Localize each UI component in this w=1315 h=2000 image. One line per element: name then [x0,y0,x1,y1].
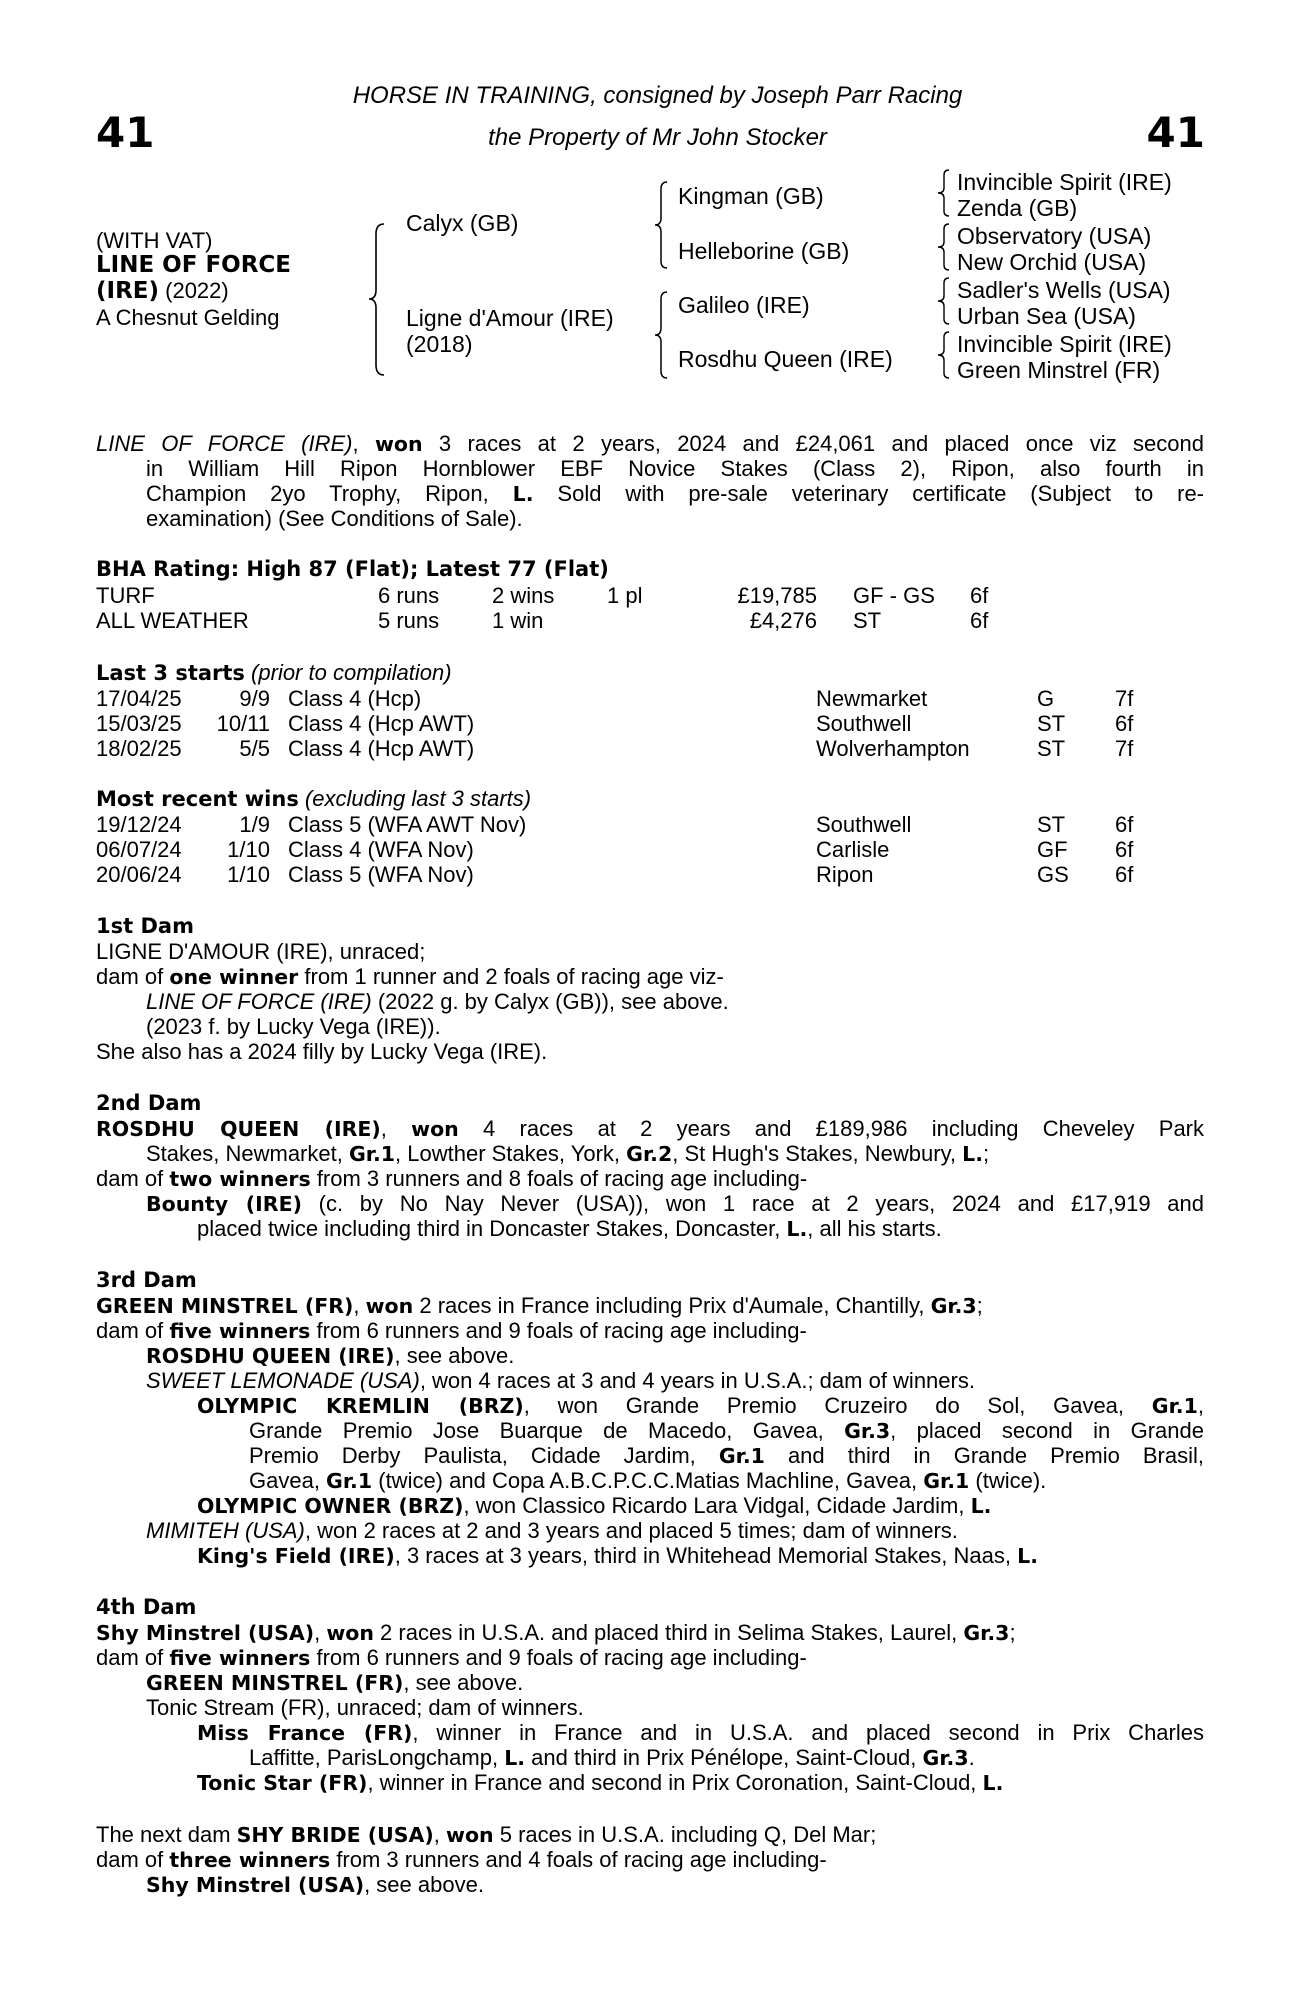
listed-badge: L. [786,1217,808,1241]
winners-bold: two winners [169,1167,311,1191]
listed-badge: L. [962,1142,984,1166]
dam4-line-3 [146,1670,523,1696]
property-header: the Property of Mr John Stocker [488,124,827,151]
race-course: Wolverhampton [816,736,970,761]
progeny-bold: Tonic Star (FR) [197,1771,368,1795]
dam-name-bold: SHY BRIDE (USA) [236,1823,434,1847]
horse-name-italic: LINE OF FORCE (IRE) [96,431,353,456]
won-bold: won [374,432,423,456]
next-dam-line-3 [146,1872,484,1898]
text: (twice). [969,1468,1047,1493]
pedigree-brace-g3-4 [935,330,953,380]
progeny-bold: OLYMPIC KREMLIN (BRZ) [197,1394,524,1418]
text: and third in Grande Premio Brasil, [764,1443,1204,1468]
text: dam of [96,964,170,989]
won-bold: won [446,1823,494,1847]
grade-badge: Gr.3 [844,1419,891,1443]
race-position: 1/9 [239,812,270,837]
text: , see above. [403,1670,524,1695]
grade-badge: Gr.3 [963,1621,1010,1645]
consignment-header: HORSE IN TRAINING, consigned by Joseph Parr Racing [352,82,963,109]
race-distance: 7f [1115,686,1134,711]
race-class: Class 4 (Hcp AWT) [288,736,475,761]
grade-badge: Gr.1 [923,1469,970,1493]
pedigree-brace-g3-3 [935,276,953,326]
dam2-line-2 [146,1141,989,1167]
summary-line-3 [146,481,1204,507]
text: , [314,1620,327,1645]
won-bold: won [326,1621,374,1645]
text: 4 races at 2 years and £189,986 including Cheveley Park [458,1116,1205,1141]
pedigree-gen3-5: Sadler's Wells (USA) [957,277,1171,303]
text: , 3 races at 3 years, third in Whitehead Memorial Stakes, Naas, [394,1543,1018,1568]
text: from 3 runners and 8 foals of racing age including- [310,1166,808,1191]
race-position: 1/10 [227,862,270,887]
grade-badge: Gr.1 [326,1469,373,1493]
dam1-line-4: (2023 f. by Lucky Vega (IRE)). [146,1014,441,1039]
text: , [353,1293,366,1318]
vat-label: (WITH VAT) [96,228,213,253]
race-date: 19/12/24 [96,812,182,837]
pedigree-brace-g3-1 [935,168,953,218]
race-date: 06/07/24 [96,837,182,862]
runs: 5 runs [378,608,440,633]
pedigree-gen2-1: Kingman (GB) [678,183,824,209]
text: , [352,431,375,456]
won-bold: won [411,1117,459,1141]
text: ; [976,1293,983,1318]
race-class: Class 4 (Hcp AWT) [288,711,475,736]
dam3-line-7 [249,1443,1204,1469]
listed-badge: L. [512,482,534,506]
progeny-bold: Shy Minstrel (USA) [146,1873,365,1897]
text: , see above. [364,1872,484,1897]
text: from 6 runners and 9 foals of racing age including- [310,1318,807,1343]
text: 2 races in U.S.A. and placed third in Selima Stakes, Laurel, [373,1620,964,1645]
progeny-bold: ROSDHU QUEEN (IRE) [146,1344,395,1368]
last3-title: Last 3 starts [96,661,245,685]
grade-badge: Gr.1 [718,1444,765,1468]
wins: 2 wins [492,583,555,608]
pedigree-brace-dam [652,290,672,380]
dam4-line-4: Tonic Stream (FR), unraced; dam of winners. [146,1695,584,1720]
horse-year: (2022) [159,278,229,303]
text: , Lowther Stakes, York, [395,1141,627,1166]
listed-badge: L. [982,1771,1004,1795]
race-going: GS [1037,862,1069,887]
text: , St Hugh's Stakes, Newbury, [672,1141,963,1166]
lot-number-right: 41 [1146,108,1205,157]
pedigree-sire: Calyx (GB) [406,210,519,236]
text: from 6 runners and 9 foals of racing age including- [310,1645,807,1670]
progeny-italic: SWEET LEMONADE (USA) [146,1368,420,1393]
pedigree-gen3-3: Observatory (USA) [957,223,1152,249]
race-course: Southwell [816,812,912,837]
grade-badge: Gr.1 [1151,1394,1198,1418]
grade-badge: Gr.3 [930,1294,977,1318]
pedigree-brace-g3-2 [935,222,953,272]
text: Laffitte, ParisLongchamp, [249,1745,505,1770]
going: GF - GS [853,583,935,608]
text: and third in Prix Pénélope, Saint-Cloud, [525,1745,923,1770]
pedigree-gen3-4: New Orchid (USA) [957,249,1147,275]
pedigree-brace-main [366,222,390,377]
race-class: Class 4 (Hcp) [288,686,422,711]
text: , winner in France and second in Prix Coronation, Saint-Cloud, [367,1770,983,1795]
race-course: Carlisle [816,837,890,862]
dam3-title: 3rd Dam [96,1268,197,1292]
progeny-bold: OLYMPIC OWNER (BRZ) [197,1494,464,1518]
race-date: 15/03/25 [96,711,182,736]
race-position: 10/11 [216,711,270,736]
dam4-line-1 [96,1620,1016,1646]
text: 5 races in U.S.A. including Q, Del Mar; [493,1822,877,1847]
listed-badge: L. [970,1494,992,1518]
winners-bold: five winners [169,1646,311,1670]
text: Grande Premio Jose Buarque de Macedo, Gavea, [249,1418,845,1443]
last3-heading [96,660,452,686]
dam3-line-1 [96,1293,983,1319]
dam4-title: 4th Dam [96,1595,197,1619]
summary-line-4: examination) (See Conditions of Sale). [146,506,523,531]
winners-bold: three winners [169,1848,331,1872]
text: Stakes, Newmarket, [146,1141,349,1166]
race-going: ST [1037,736,1066,761]
dam2-line-1 [96,1116,1204,1142]
pedigree-gen2-3: Galileo (IRE) [678,292,810,318]
grade-badge: Gr.1 [348,1142,396,1166]
race-position: 1/10 [227,837,270,862]
next-dam-line-1 [96,1822,876,1848]
horse-name-suffix [96,278,229,304]
pedigree-brace-sire [652,180,672,270]
text: , winner in France and in U.S.A. and placed second in Prix Charles [412,1720,1204,1745]
recent-wins-heading [96,786,531,812]
pedigree-gen2-2: Helleborine (GB) [678,238,850,264]
dam4-line-7 [197,1770,1003,1796]
dam3-line-5 [197,1393,1204,1419]
text: 2 races in France including Prix d'Aumale, Chantilly, [413,1293,931,1318]
text: dam of [96,1166,170,1191]
prize: £19,785 [737,583,817,608]
dam3-line-6 [249,1418,1204,1444]
text: , won Grande Premio Cruzeiro do Sol, Gavea, [523,1393,1152,1418]
pedigree-gen3-8: Green Minstrel (FR) [957,357,1161,383]
text: dam of [96,1847,170,1872]
dam1-title: 1st Dam [96,914,194,938]
places: 1 pl [607,583,643,608]
dam1-line-5: She also has a 2024 filly by Lucky Vega (IRE). [96,1039,548,1064]
progeny-bold: Miss France (FR) [197,1721,413,1745]
text: ; [1009,1620,1016,1645]
pedigree-gen3-1: Invincible Spirit (IRE) [957,169,1172,195]
dam4-line-5 [197,1720,1204,1746]
dam-name-bold: Shy Minstrel (USA) [96,1621,315,1645]
winners-bold: one winner [169,965,299,989]
pedigree-gen2-4: Rosdhu Queen (IRE) [678,346,893,372]
pedigree-gen3-6: Urban Sea (USA) [957,303,1136,329]
surface: ALL WEATHER [96,608,249,633]
summary-line-1 [96,431,1204,457]
winners-bold: five winners [169,1319,311,1343]
wins: 1 win [492,608,544,633]
dam-name-bold: GREEN MINSTREL (FR) [96,1294,354,1318]
race-course: Southwell [816,711,912,736]
progeny-bold: Bounty (IRE) [146,1192,302,1216]
race-date: 20/06/24 [96,862,182,887]
dam3-line-3 [146,1343,514,1369]
pedigree-gen3-7: Invincible Spirit (IRE) [957,331,1172,357]
progeny-italic: LINE OF FORCE (IRE) [146,989,372,1014]
text: dam of [96,1318,170,1343]
text: , see above. [394,1343,515,1368]
race-distance: 6f [1115,812,1134,837]
text: , [380,1116,412,1141]
race-going: GF [1037,837,1068,862]
surface: TURF [96,583,155,608]
race-going: ST [1037,711,1066,736]
dam1-line-1: LIGNE D'AMOUR (IRE), unraced; [96,939,426,964]
progeny-italic: MIMITEH (USA) [146,1518,305,1543]
dam3-line-8 [249,1468,1046,1494]
next-dam-line-2 [96,1847,827,1873]
listed-badge: L. [1017,1544,1038,1568]
race-going: ST [1037,812,1066,837]
text: , [1197,1393,1204,1418]
race-going: G [1037,686,1055,711]
progeny-bold: GREEN MINSTREL (FR) [146,1671,404,1695]
dam4-line-6 [249,1745,975,1771]
race-class: Class 5 (WFA AWT Nov) [288,812,527,837]
race-course: Ripon [816,862,874,887]
text: , [433,1822,446,1847]
dam4-line-2 [96,1645,807,1671]
progeny-bold: King's Field (IRE) [197,1544,395,1568]
race-class: Class 4 (WFA Nov) [288,837,474,862]
last3-note: (prior to compilation) [244,660,452,685]
summary-line-2: in William Hill Ripon Hornblower EBF Novice Stakes (Class 2), Ripon, also fourth in [146,456,1204,481]
text: 3 races at 2 years, 2024 and £24,061 and placed once viz second [422,431,1204,456]
dam3-line-11 [197,1543,1038,1569]
pedigree-dam-year: (2018) [406,331,473,357]
race-distance: 7f [1115,736,1134,761]
text: placed twice including third in Doncaster Stakes, Doncaster, [197,1216,787,1241]
race-course: Newmarket [816,686,928,711]
race-class: Class 5 (WFA Nov) [288,862,474,887]
dam2-line-4 [146,1191,1204,1217]
pedigree-gen3-2: Zenda (GB) [957,195,1078,221]
race-distance: 6f [1115,837,1134,862]
won-bold: won [365,1294,414,1318]
prize: £4,276 [749,608,817,633]
text: from 3 runners and 4 foals of racing age including- [330,1847,827,1872]
dam1-line-2 [96,964,724,990]
race-date: 18/02/25 [96,736,182,761]
runs: 6 runs [378,583,440,608]
dam1-line-3 [146,989,729,1014]
distance: 6f [970,608,989,633]
horse-name: LINE OF FORCE [96,252,292,278]
text: Champion 2yo Trophy, Ripon, [146,481,513,506]
text: Sold with pre-sale veterinary certificate (Subject to re- [533,481,1205,506]
dam2-title: 2nd Dam [96,1091,202,1115]
dam3-line-9 [197,1493,991,1519]
race-distance: 6f [1115,862,1134,887]
text: , all his starts. [807,1216,942,1241]
text: ; [983,1141,990,1166]
recent-wins-note: (excluding last 3 starts) [298,786,532,811]
recent-wins-title: Most recent wins [96,787,299,811]
text: , won 4 races at 3 and 4 years in U.S.A.; dam of winners. [419,1368,975,1393]
race-position: 9/9 [239,686,270,711]
going: ST [853,608,882,633]
text: The next dam [96,1822,237,1847]
dam2-line-3 [96,1166,807,1192]
text: dam of [96,1645,170,1670]
text: , won Classico Ricardo Lara Vidgal, Cidade Jardim, [463,1493,971,1518]
horse-description: A Chesnut Gelding [96,305,280,330]
dam3-line-2 [96,1318,807,1344]
dam3-line-4 [146,1368,975,1393]
text: , won 2 races at 2 and 3 years and placed 5 times; dam of winners. [304,1518,958,1543]
lot-number-left: 41 [96,108,155,157]
race-distance: 6f [1115,711,1134,736]
distance: 6f [970,583,989,608]
text: (c. by No Nay Never (USA)), won 1 race at 2 years, 2024 and £17,919 and [301,1191,1204,1216]
dam-name-bold: ROSDHU QUEEN (IRE) [96,1117,381,1141]
text: from 1 runner and 2 foals of racing age viz- [298,964,724,989]
text: , placed second in Grande [890,1418,1204,1443]
text: Premio Derby Paulista, Cidade Jardim, [249,1443,719,1468]
grade-badge: Gr.2 [626,1142,673,1166]
text: Gavea, [249,1468,327,1493]
race-date: 17/04/25 [96,686,182,711]
pedigree-dam: Ligne d'Amour (IRE) [406,305,614,331]
text: (twice) and Copa A.B.C.P.C.C.Matias Machline, Gavea, [372,1468,924,1493]
dam2-line-5 [197,1216,942,1242]
grade-badge: Gr.3 [922,1746,969,1770]
horse-country: (IRE) [96,278,160,304]
listed-badge: L. [504,1746,526,1770]
bha-rating-title: BHA Rating: High 87 (Flat); Latest 77 (Flat) [96,557,609,581]
text: (2022 g. by Calyx (GB)), see above. [371,989,729,1014]
race-position: 5/5 [239,736,270,761]
text: . [968,1745,975,1770]
dam3-line-10 [146,1518,958,1543]
